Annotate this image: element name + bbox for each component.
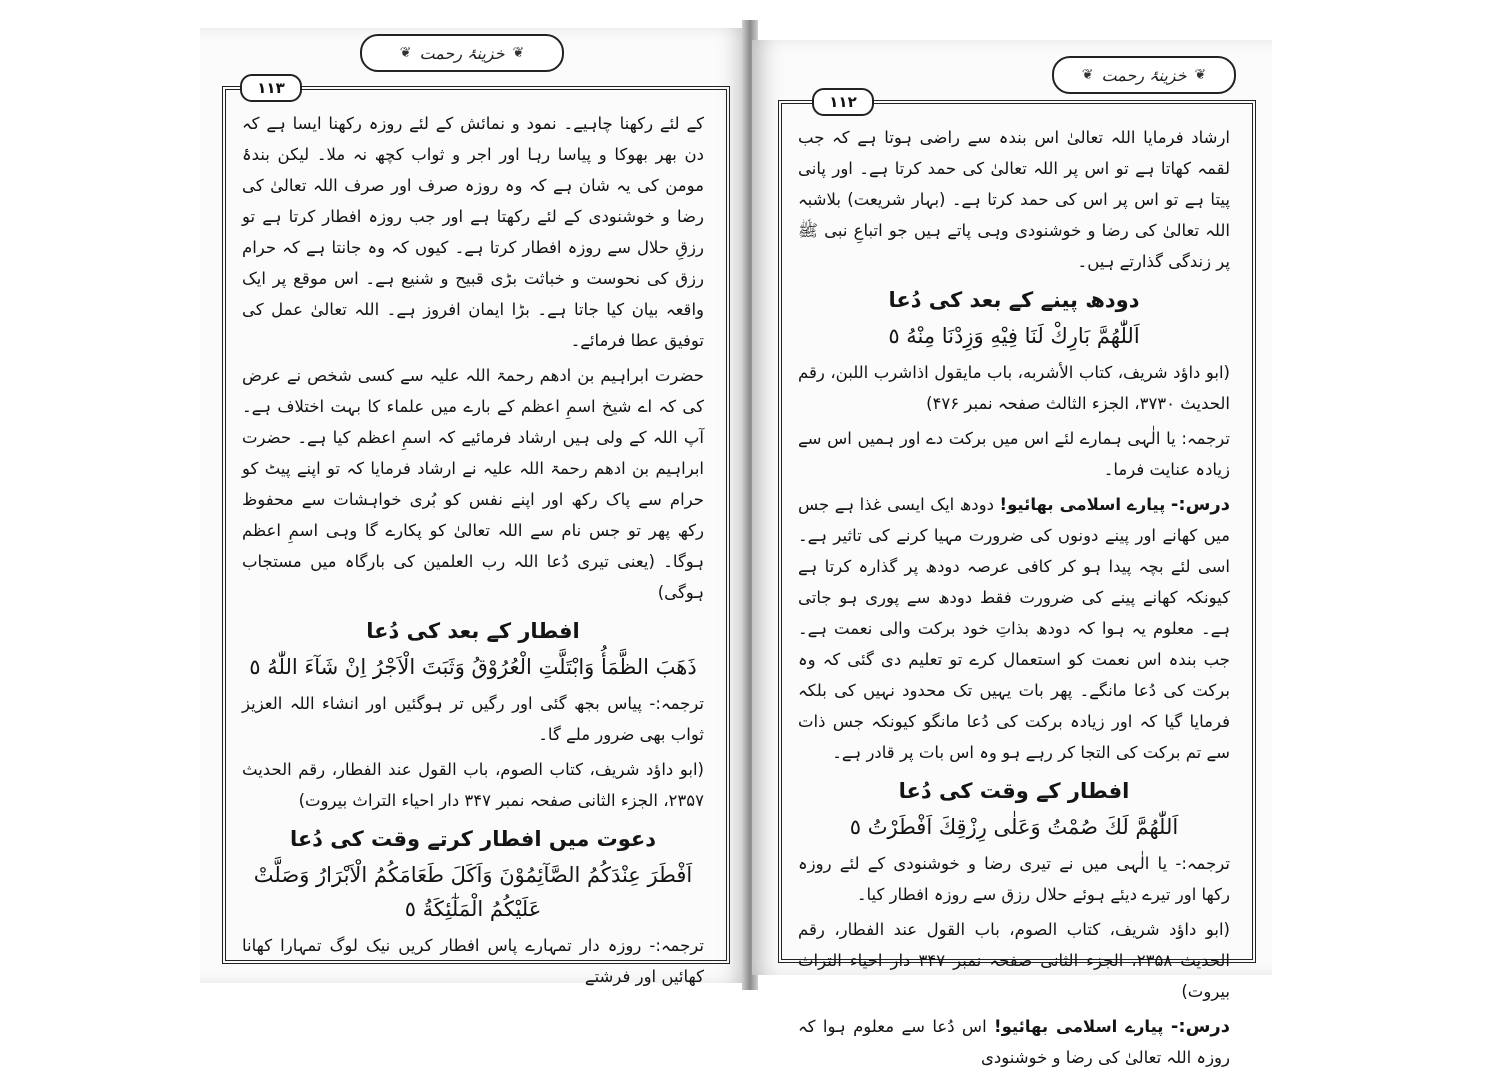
right-reference-1: (ابو داؤد شریف، کتاب الأشربه، باب مایقول اذاشرب اللبن، رقم الحدیث ۳۷۳۰، الجزء الثالث صفحہ نمبر ۴۷۶) xyxy=(798,363,1230,413)
left-intro-paragraph: کے لئے رکھنا چاہیے۔ نمود و نمائش کے لئے روزہ رکھنا ایسا ہے کہ دن بھر بھوکا و پیاسا رہا اور اجر و ثواب کچھ نہ ملا۔ لیکن بندۂ مومن کی یہ شان ہے کہ وہ روزہ صرف اور صرف اللہ تعالیٰ کی رضا و خوشنودی کے لئے رکھتا ہے اور جب روزہ افطار کرتا ہے تو رزقِ حلال سے روزہ افطار کرتا ہے۔ کیوں کہ وہ جانتا ہے کہ حرام رزق کی نحوست و خباثت بڑی قبیح و شنیع ہے۔ اس موقع پر ایک واقعہ بیان کیا جاتا ہے۔ بڑا ایمان افروز ہے۔ اللہ تعالیٰ عمل کی توفیق عطا فرمائے۔ xyxy=(242,114,704,350)
right-intro-paragraph: ارشاد فرمایا اللہ تعالیٰ اس بندہ سے راضی ہوتا ہے کہ جب لقمہ کھاتا ہے تو اس پر اللہ تعالیٰ کی حمد کرتا ہے۔ اور پانی پیتا ہے تو اس پر اس کی حمد کرتا ہے۔ (بہار شریعت) بلاشبہ اللہ تعالیٰ کی رضا و خوشنودی وہی پاتے ہیں جو اتباعِ نبی ﷺ پر زندگی گذارتے ہیں۔ xyxy=(798,128,1230,271)
left-running-title: ❦ خزینۂ رحمت ❦ xyxy=(360,34,564,72)
right-page-content xyxy=(798,122,1230,1077)
right-dua-milk: اَللّٰھُمَّ بَارِكْ لَنَا فِيْهِ وَزِدْنَا مِنْهُ ٥ xyxy=(888,324,1140,348)
right-translation-1: ترجمہ: یا الٰہی ہمارے لئے اس میں برکت دے اور ہمیں اس سے زیادہ عنایت فرما۔ xyxy=(798,429,1230,479)
right-dars-lead-2: پیارے اسلامی بھائیو! xyxy=(994,1017,1164,1036)
right-translation-2: ترجمہ:- یا الٰہی میں نے تیری رضا و خوشنودی کے لئے روزہ رکھا اور تیرے دیئے ہوئے حلال رزق سے روزہ افطار کیا۔ xyxy=(798,854,1230,904)
left-page xyxy=(200,28,748,986)
left-translation-2: ترجمہ:- روزہ دار تمہارے پاس افطار کریں نیک لوگ تمہارا کھانا کھائیں اور فرشتے xyxy=(242,936,704,986)
right-dars-text-2: اس دُعا سے معلوم ہوا کہ روزہ اللہ تعالیٰ کی رضا و خوشنودی xyxy=(798,1017,1230,1067)
right-dars-label-1: درس:- xyxy=(1170,494,1231,515)
left-page-number: ۱۱۳ xyxy=(240,74,302,102)
left-story-paragraph: حضرت ابراہیم بن ادھم رحمۃ اللہ علیہ سے کسی شخص نے عرض کی کہ اے شیخ اسمِ اعظم کے بارے میں علماء کا بہت اختلاف ہے۔ آپ اللہ کے ولی ہیں ارشاد فرمائیے کہ اسمِ اعظم کیا ہے۔ حضرت ابراہیم بن ادھم رحمۃ اللہ علیہ نے ارشاد فرمایا کہ تو اپنے پیٹ کو حرام سے پاک رکھ اور اپنے نفس کو بُری خواہشات سے محفوظ رکھ پھر تو جس نام سے اللہ تعالیٰ کو پکارے گا وہی اسمِ اعظم ہوگا۔ (یعنی تیری دُعا اللہ رب العلمین کی بارگاہ میں مستجاب ہوگی) xyxy=(242,366,704,602)
left-reference-1: (ابو داؤد شریف، کتاب الصوم، باب القول عند الفطار، رقم الحدیث ۲۳۵۷، الجزء الثانی صفحہ نمبر ۳۴۷ دار احیاء التراث بیروت) xyxy=(242,760,704,810)
left-heading-invitation-iftar-dua: دعوت میں افطار کرتے وقت کی دُعا xyxy=(289,827,657,851)
left-translation-1: ترجمہ:- پیاس بجھ گئی اور رگیں تر ہوگئیں اور انشاء اللہ العزیز ثواب بھی ضرور ملے گا۔ xyxy=(242,694,704,744)
right-page-number: ۱۱۲ xyxy=(812,88,874,116)
left-heading-after-iftar-dua: افطار کے بعد کی دُعا xyxy=(366,619,580,643)
right-dars-1 xyxy=(798,489,1230,768)
right-dars-text-1: دودھ ایک ایسی غذا ہے جس میں کھانے اور پینے دونوں کی ضرورت مہیا کرنے کی تاثیر ہے۔ اسی لئے بچہ پیدا ہو کر کافی عرصہ دودھ پر گذارہ کرتا ہے کیونکہ کھانے پینے کی ضرورت فقط دودھ سے پوری ہو جاتی ہے۔ معلوم یہ ہوا کہ دودھ بذاتِ خود برکت والی نعمت ہے۔ جب بندہ اس نعمت کو استعمال کرے تو تعلیم دی گئی کہ وہ برکت کی دُعا مانگے۔ پھر بات یہیں تک محدود نہیں کی بلکہ فرمایا گیا کہ اور زیادہ برکت کی دُعا مانگو کیونکہ جس ذات سے تم برکت کی التجا کر رہے ہو وہ اس بات پر قادر ہے۔ xyxy=(798,495,1230,762)
right-dars-2 xyxy=(798,1011,1230,1073)
left-dua-invitation-iftar: اَفْطَرَ عِنْدَكُمُ الصَّآئِمُوْنَ وَاَكَلَ طَعَامَكُمُ الْاَبْرَارُ وَصَلَّتْ عَلَيْكُمُ الْمَلٰٓئِكَةُ ٥ xyxy=(253,863,693,921)
right-page xyxy=(752,40,1272,1067)
right-running-title: ❦ خزینۂ رحمت ❦ xyxy=(1052,56,1236,94)
right-dua-iftar-time: اَللّٰھُمَّ لَكَ صُمْتُ وَعَلٰى رِزْقِكَ اَفْطَرْتُ ٥ xyxy=(849,815,1179,839)
left-page-content xyxy=(242,108,704,996)
right-reference-2: (ابو داؤد شریف، کتاب الصوم، باب القول عند الفطار، رقم الحدیث ۲۳۵۸، الجزء الثانی صفحہ نمبر ۳۴۷ دار احیاء التراث بیروت) xyxy=(798,920,1230,1001)
right-dars-label-2: درس:- xyxy=(1170,1016,1231,1037)
right-heading-milk-dua: دودھ پینے کے بعد کی دُعا xyxy=(888,288,1140,312)
left-dua-after-iftar: ذَھَبَ الظَّمَأُ وَابْتَلَّتِ الْعُرُوْقُ وَثَبَتَ الْاَجْرُ اِنْ شَآءَ اللّٰهُ ٥ xyxy=(249,655,697,679)
right-dars-lead-1: پیارے اسلامی بھائیو! xyxy=(999,495,1166,514)
right-heading-iftar-time-dua: افطار کے وقت کی دُعا xyxy=(898,779,1130,803)
